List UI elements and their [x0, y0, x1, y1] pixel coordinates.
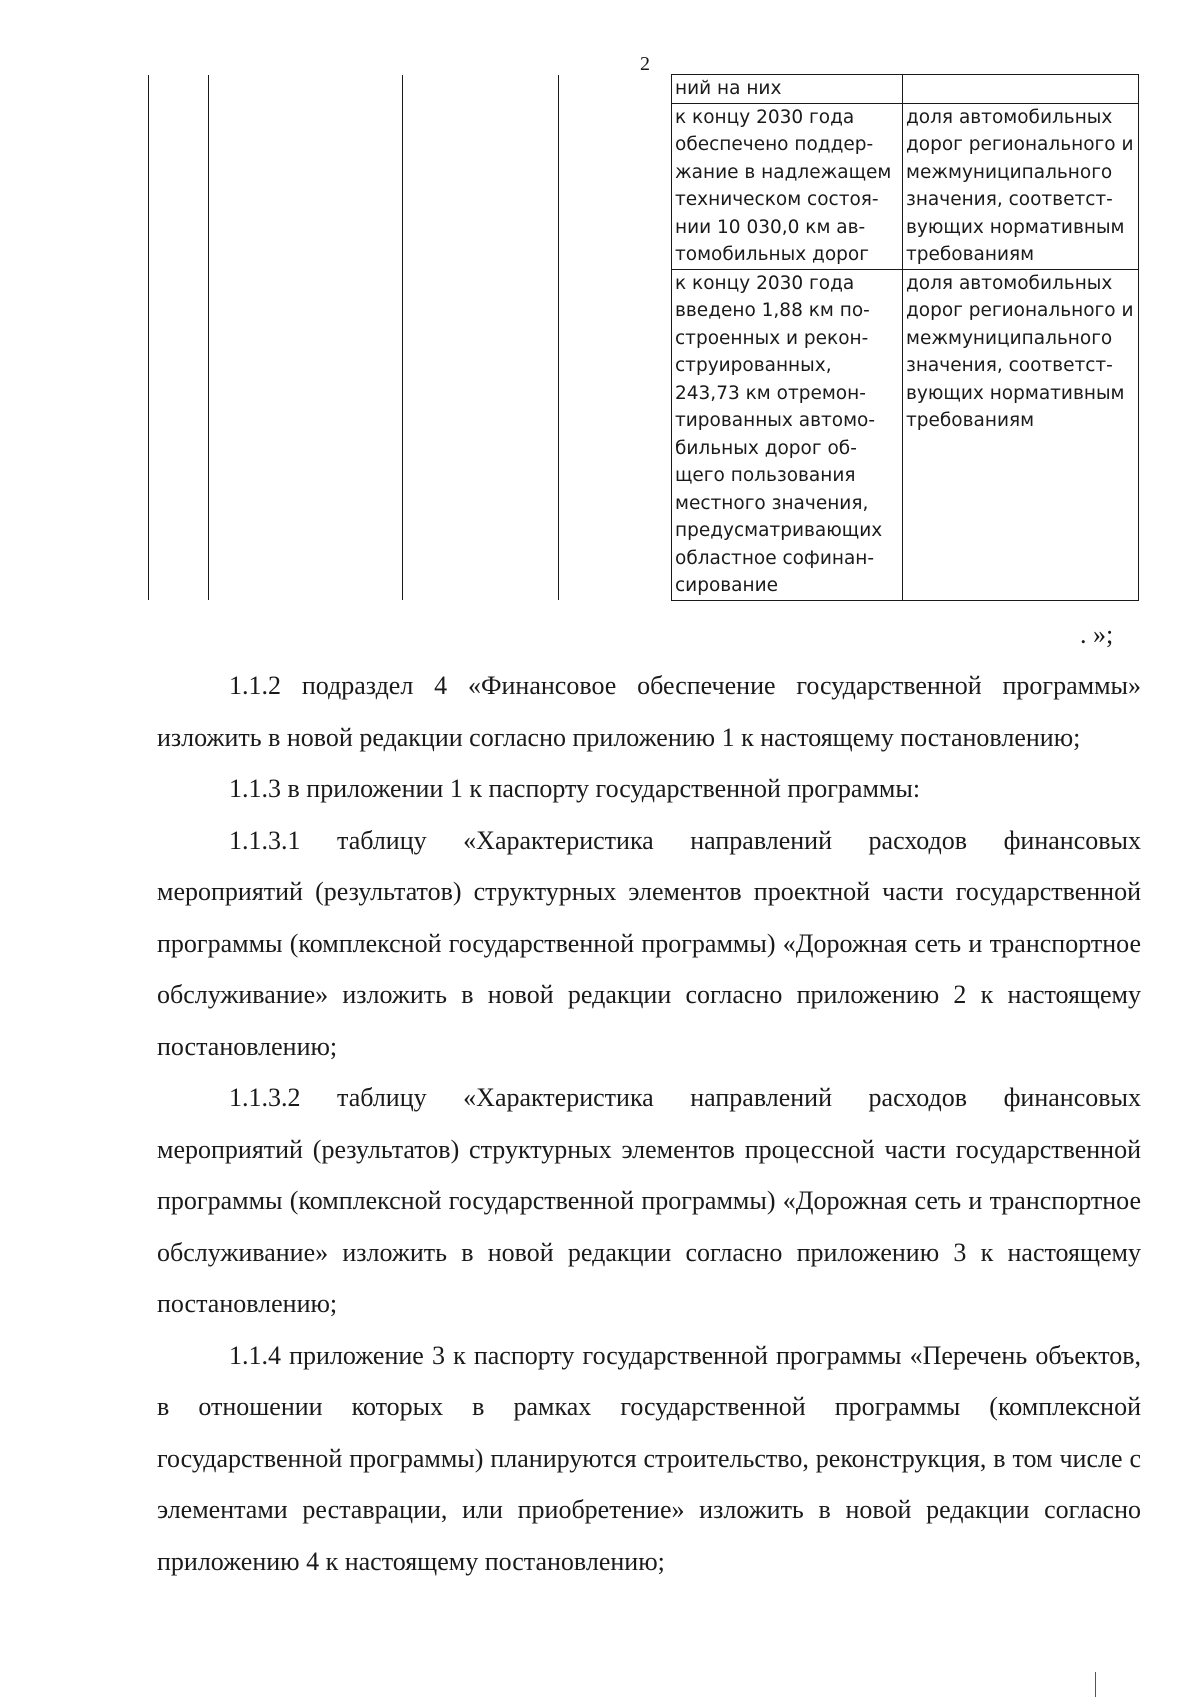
paragraph-1-1-2: 1.1.2 подраздел 4 «Финансовое обеспечение государственной программы» изложить в новой редакции согласно приложению 1 к настоящему постановлению; [157, 671, 1141, 752]
document-body [157, 660, 1141, 1587]
scan-corner-mark [1095, 1672, 1116, 1697]
table-cell-result: ний на них [672, 75, 903, 104]
paragraph-1-1-3-1: 1.1.3.1 таблицу «Характеристика направлений расходов финансовых мероприятий (результатов) структурных элементов проектной части государственной программы (комплексной государственной программы) «Дорожная сеть и транспортное обслуживание» изложить в новой редакции согласно приложению 2 к настоящему постановлению; [157, 825, 1141, 1061]
table-row [149, 75, 1139, 104]
continuation-table [148, 74, 1139, 601]
paragraph-1-1-3-2: 1.1.3.2 таблицу «Характеристика направлений расходов финансовых мероприятий (результатов) структурных элементов процессной части государственной программы (комплексной государственной программы) «Дорожная сеть и транспортное обслуживание» изложить в новой редакции согласно приложению 3 к настоящему постановлению; [157, 1083, 1141, 1318]
table-cell-result: к концу 2030 года введено 1,88 км по- строенных и рекон- струированных, 243,73 км отремон- тированных автомо- бильных дорог об- щего пользования местного значения, предусматривающих областное софинан- сирование [672, 269, 903, 600]
table-cell-indicator: доля автомобильных дорог регионального и межмуниципального значения, соответст- вующих нормативным требованиям [903, 269, 1139, 600]
table-cell-empty [209, 75, 403, 601]
paragraph-1-1-3: 1.1.3 в приложении 1 к паспорту государственной программы: [229, 774, 921, 803]
table-cell-empty [149, 75, 209, 601]
table-cell-empty [559, 75, 672, 601]
paragraph-1-1-4: 1.1.4 приложение 3 к паспорту государственной программы «Перечень объектов, в отношении которых в рамках государственной программы (комплексной государственной программы) планируются строительство, реконструкция, в том числе с элементами реставрации, или приобретение» изложить в новой редакции согласно приложению 4 к настоящему постановлению; [157, 1340, 1141, 1576]
page-number: 2 [640, 53, 650, 75]
table-cell-indicator [903, 75, 1139, 104]
table-cell-empty [403, 75, 559, 601]
closing-quote-mark: . »; [1080, 620, 1114, 649]
table-cell-indicator: доля автомобильных дорог регионального и межмуниципального значения, соответст- вующих нормативным требованиям [903, 103, 1139, 269]
table-cell-result: к концу 2030 года обеспечено поддер- жание в надлежащем техническом состоя- нии 10 030,0 км ав- томобильных дорог [672, 103, 903, 269]
